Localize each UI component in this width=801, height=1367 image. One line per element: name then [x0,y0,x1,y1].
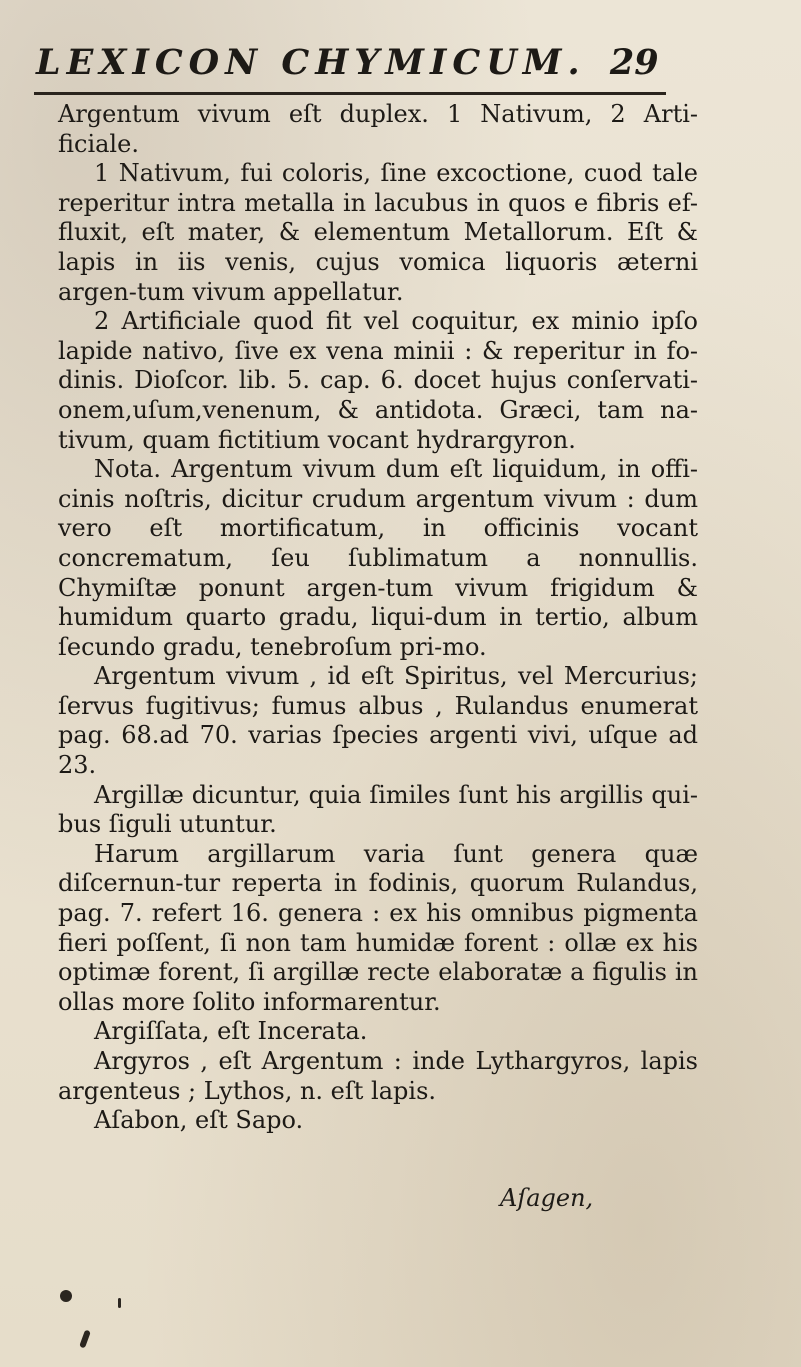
running-title: LEXICON CHYMICUM. [36,42,586,83]
paragraph-argissata: Argiſſata, eſt Incerata. [94,1017,368,1046]
paragraph-argentum-vivum: Argentum vivum eſt duplex. 1 Nativum, 2 Arti-ficiale. [58,100,698,158]
running-header [36,42,676,83]
main-text [58,100,698,1136]
paragraph-nota: Nota. Argentum vivum dum eſt liquidum, in offi-cinis noſtris, dicitur crudum argentum vivum : dum vero eſt mortificatum, in officinis vocant concrematum, ſeu ſublimatum a nonnullis. Chymiſtæ ponunt argen-tum vivum frigidum & humidum quarto gradu, liqui-dum in tertio, album ſecundo gradu, tenebroſum pri-mo. [58,455,698,661]
paragraph-artificiale: 2 Artificiale quod fit vel coquitur, ex minio ipſo lapide nativo, ſive ex vena minii : & reperitur in fo-dinis. Dioſcor. lib. 5. cap. 6. docet hujus conſervati-onem,uſum,venenum, & antidota. Græci, tam na-tivum, quam fictitium vocant hydrargyron. [58,307,698,454]
paragraph-argillae: Argillæ dicuntur, quia ſimiles ſunt his argillis qui-bus ſiguli utuntur. [58,780,698,839]
page-number: 29 [609,42,659,83]
paragraph-spiritus: Argentum vivum , id eſt Spiritus, vel Mercurius; ſervus fugitivus; fumus albus , Rulandus enumerat pag. 68.ad 70. varias ſpecies argenti vivi, uſque ad 23. [58,662,698,780]
header-rule [34,92,666,95]
paragraph-nativum: 1 Nativum, fui coloris, ſine excoctione, cuod tale reperitur intra metalla in lacubus in quos e fibris ef-fluxit, eſt mater, & elementum Metallorum. Eſt & lapis in iis venis, cujus vomica liquoris æterni argen-tum vivum appellatur. [58,159,698,306]
ink-speck [118,1298,121,1308]
paragraph-asabon: Aſabon, eſt Sapo. [94,1106,304,1135]
catchword: Aſagen, [500,1184,594,1212]
paragraph-harum-argillarum: Harum argillarum varia ſunt genera quæ diſcernun-tur reperta in fodinis, quorum Rulandus, pag. 7. refert 16. genera : ex his omnibus pigmenta fieri poſſent, ſi non tam humidæ forent : ollæ ex his optimæ forent, ſi argillæ recte elaboratæ a figulis in ollas more ſolito informarentur. [58,839,698,1016]
ink-speck [60,1290,72,1302]
ink-speck [79,1330,91,1349]
paragraph-argyros: Argyros , eſt Argentum : inde Lythargyros, lapis argenteus ; Lythos, n. eſt lapis. [58,1047,698,1105]
